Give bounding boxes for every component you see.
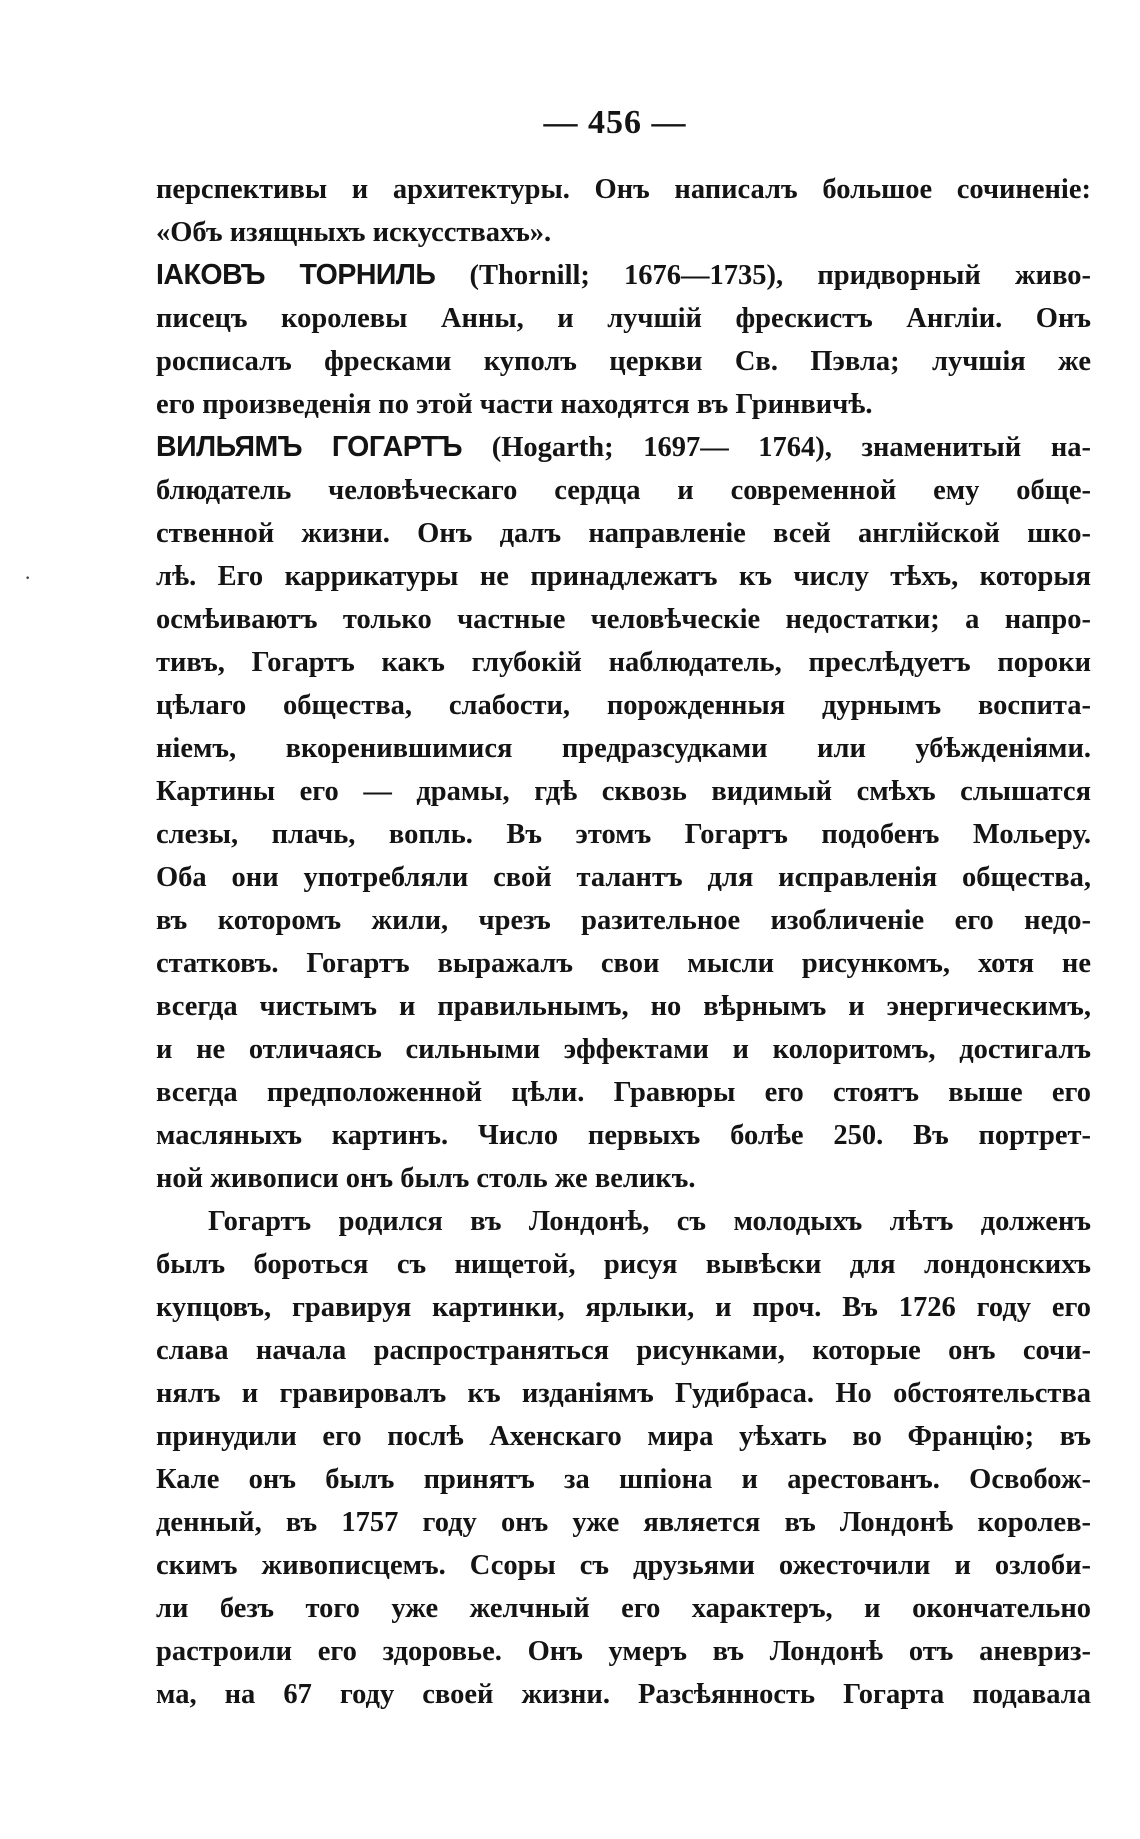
text-line: ніемъ, вкоренившимися предразсудками или убѣжденіями.: [156, 733, 1091, 764]
text-line: Гогартъ родился въ Лондонѣ, съ молодыхъ лѣтъ долженъ: [208, 1206, 1091, 1237]
text-line: денный, въ 1757 году онъ уже является въ Лондонѣ королев-: [156, 1507, 1091, 1538]
text-line: ма, на 67 году своей жизни. Разсѣянность Гогарта подавала: [156, 1679, 1091, 1710]
text-line: (Thornill; 1676—1735), придворный живо-: [469, 260, 1091, 291]
text-line: его произведенія по этой части находятся въ Гринвичѣ.: [156, 389, 873, 420]
text-line: принудили его послѣ Ахенскаго мира уѣхать во Францію; въ: [156, 1421, 1091, 1452]
text-line: былъ бороться съ нищетой, рисуя вывѣски для лондонскихъ: [156, 1249, 1091, 1280]
text-line: слезы, плачь, вопль. Въ этомъ Гогартъ подобенъ Мольеру.: [156, 819, 1091, 850]
text-line: осмѣиваютъ только частные человѣческіе недостатки; а напро-: [156, 604, 1091, 635]
body-text: [156, 168, 1091, 1716]
text-line: всегда предположенной цѣли. Гравюры его стоятъ выше его: [156, 1077, 1091, 1108]
margin-mark: ·: [24, 565, 32, 590]
text-line: всегда чистымъ и правильнымъ, но вѣрнымъ и энергическимъ,: [156, 991, 1091, 1022]
text-line: ной живописи онъ былъ столь же великъ.: [156, 1163, 696, 1194]
paragraph-hogarth: [156, 426, 1091, 469]
text-line: растроили его здоровье. Онъ умеръ въ Лондонѣ отъ аневриз-: [156, 1636, 1091, 1667]
text-line: Оба они употребляли свой талантъ для исправленія общества,: [156, 862, 1091, 893]
text-line: росписалъ фресками куполъ церкви Св. Пэвла; лучшія же: [156, 346, 1091, 377]
text-line: (Hogarth; 1697— 1764), знаменитый на-: [491, 432, 1091, 463]
text-line: ственной жизни. Онъ далъ направленіе всей англійской шко-: [156, 518, 1091, 549]
text-line: купцовъ, гравируя картинки, ярлыки, и проч. Въ 1726 году его: [156, 1292, 1091, 1323]
text-line: масляныхъ картинъ. Число первыхъ болѣе 250. Въ портрет-: [156, 1120, 1091, 1151]
text-line: статковъ. Гогартъ выражалъ свои мысли рисункомъ, хотя не: [156, 948, 1091, 979]
text-line: писецъ королевы Анны, и лучшій фрескистъ Англіи. Онъ: [156, 303, 1091, 334]
text-line: блюдатель человѣческаго сердца и современной ему обще-: [156, 475, 1091, 506]
text-line: тивъ, Гогартъ какъ глубокій наблюдатель, преслѣдуетъ пороки: [156, 647, 1091, 678]
paragraph-thornhill: [156, 254, 1091, 297]
text-line: Картины его — драмы, гдѣ сквозь видимый смѣхъ слышатся: [156, 776, 1091, 807]
text-line: перспективы и архитектуры. Онъ написалъ большое сочиненіе:: [156, 174, 1091, 205]
text-line: цѣлаго общества, слабости, порожденныя дурнымъ воспита-: [156, 690, 1091, 721]
person-name-hogarth: ВИЛЬЯМЪ ГОГАРТЪ: [156, 431, 463, 463]
page-number: — 456 —: [543, 104, 687, 141]
text-line: ли безъ того уже желчный его характеръ, и окончательно: [156, 1593, 1091, 1624]
text-line: и не отличаясь сильными эффектами и колоритомъ, достигалъ: [156, 1034, 1091, 1065]
text-line: «Объ изящныхъ искусствахъ».: [156, 217, 552, 248]
person-name-thornhill: IАКОВЪ ТОРНИЛЬ: [156, 259, 436, 291]
text-line: въ которомъ жили, чрезъ разительное изобличеніе его недо-: [156, 905, 1091, 936]
text-line: нялъ и гравировалъ къ изданіямъ Гудибраса. Но обстоятельства: [156, 1378, 1091, 1409]
text-line: Кале онъ былъ принятъ за шпіона и арестованъ. Освобож-: [156, 1464, 1091, 1495]
text-line: слава начала распространяться рисунками, которые онъ сочи-: [156, 1335, 1091, 1366]
text-line: скимъ живописцемъ. Ссоры съ друзьями ожесточили и озлоби-: [156, 1550, 1091, 1581]
text-line: лѣ. Его каррикатуры не принадлежатъ къ числу тѣхъ, которыя: [156, 561, 1091, 592]
